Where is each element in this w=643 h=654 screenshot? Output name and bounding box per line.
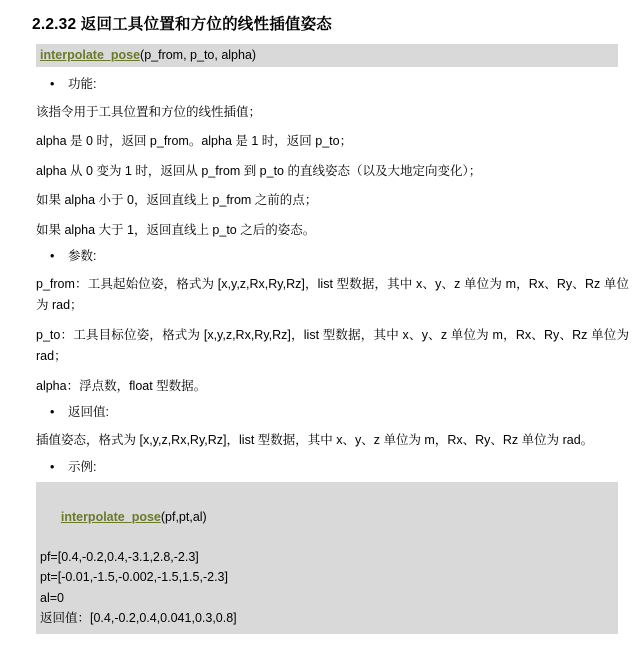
section-label: 示例: [68,459,97,474]
example-function-name: interpolate_pose [60,509,161,524]
paragraph: p_to：工具目标位姿，格式为 [x,y,z,Rx,Ry,Rz]，list 型数据，其中 x、y、z 单位为 m，Rx、Ry、Rz 单位为 rad； [36,327,629,364]
section-example [18,458,629,477]
code-line: pf=[0.4,-0.2,0.4,-3.1,2.8,-2.3] [40,550,199,565]
bullet-icon: • [50,459,55,474]
paragraph: alpha 从 0 变为 1 时，返回从 p_from 到 p_to 的直线姿态（以及大地定向变化）； [36,163,482,178]
section-parameters [18,247,629,266]
paragraph: alpha：浮点数，float 型数据。 [36,378,207,393]
example-function-args: (pf,pt,al) [160,509,207,524]
section-list [18,75,629,477]
example-call-line [40,486,614,547]
section-parameters-body [18,274,629,398]
code-line-return: 返回值：[0.4,-0.2,0.4,0.041,0.3,0.8] [40,610,237,625]
paragraph: 插值姿态，格式为 [x,y,z,Rx,Ry,Rz]，list 型数据，其中 x、y、z 单位为 m，Rx、Ry、Rz 单位为 rad。 [36,433,594,448]
bullet-icon: • [50,405,55,420]
code-line: al=0 [40,590,64,605]
paragraph: 如果 alpha 小于 0，返回直线上 p_from 之前的点； [36,193,318,208]
paragraph: 如果 alpha 大于 1，返回直线上 p_to 之后的姿态。 [36,222,316,237]
example-code-block [36,482,618,634]
page-title: 2.2.32 返回工具位置和方位的线性插值姿态 [32,16,333,33]
section-function-body [18,102,629,242]
function-args: (p_from, p_to, alpha) [140,48,257,62]
section-label: 功能: [68,76,97,91]
section-return-value [18,403,629,422]
paragraph: alpha 是 0 时，返回 p_from。alpha 是 1 时，返回 p_to； [36,134,353,149]
section-label: 参数: [68,249,97,264]
paragraph: 该指令用于工具位置和方位的线性插值； [36,104,262,119]
section-function [18,75,629,94]
bullet-icon: • [50,76,55,91]
bullet-icon: • [50,249,55,264]
code-line: pt=[-0.01,-1.5,-0.002,-1.5,1.5,-2.3] [40,570,228,585]
function-name: interpolate_pose [40,48,141,62]
function-signature-bar [36,44,618,67]
paragraph: p_from：工具起始位姿，格式为 [x,y,z,Rx,Ry,Rz]，list 型数据，其中 x、y、z 单位为 m，Rx、Ry、Rz 单位为 rad； [36,276,629,313]
section-return-value-body [18,430,629,452]
section-label: 返回值: [68,405,109,420]
